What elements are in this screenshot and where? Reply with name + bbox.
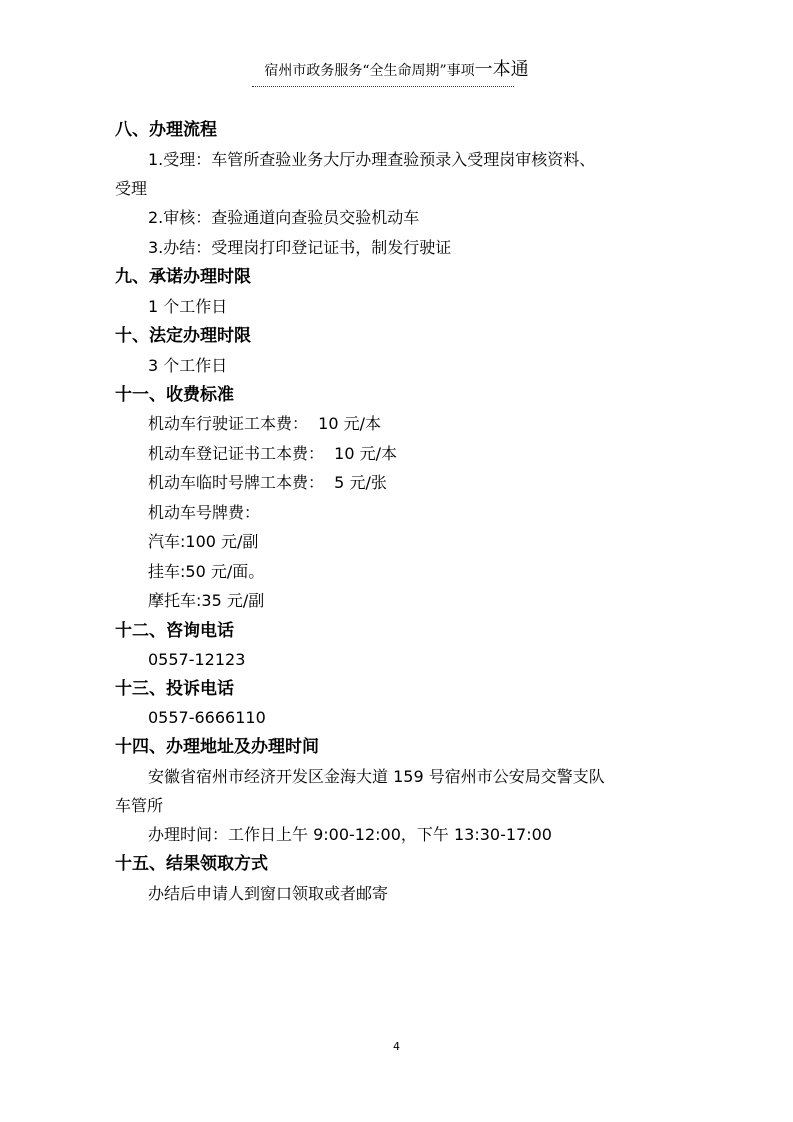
- section-9-heading: 九、承诺办理时限: [115, 267, 251, 287]
- section-10-heading: 十、法定办理时限: [115, 326, 251, 346]
- office-address-cont: 车管所: [115, 796, 164, 815]
- fee-item-temp-plate: 机动车临时号牌工本费： 5 元/张: [148, 473, 387, 492]
- legal-time-value: 3 个工作日: [148, 356, 228, 375]
- office-hours: 办理时间：工作日上午 9:00-12:00，下午 13:30-17:00: [148, 825, 552, 844]
- header-title-suffix: 一本通: [474, 59, 529, 80]
- fee-item-motorcycle: 摩托车:35 元/副: [148, 591, 265, 610]
- section-11-heading: 十一、收费标准: [115, 385, 234, 405]
- header-divider: [252, 86, 514, 87]
- process-step-1: 1.受理：车管所查验业务大厅办理查验预录入受理岗审核资料、: [148, 150, 596, 169]
- fee-item-registration: 机动车登记证书工本费： 10 元/本: [148, 444, 398, 463]
- process-step-2: 2.审核：查验通道向查验员交验机动车: [148, 208, 420, 227]
- section-13-heading: 十三、投诉电话: [115, 679, 234, 699]
- complaint-phone: 0557-6666110: [148, 708, 266, 727]
- fee-item-license: 机动车行驶证工本费： 10 元/本: [148, 414, 382, 433]
- fee-item-plate-label: 机动车号牌费：: [148, 503, 261, 522]
- process-step-1-cont: 受理: [115, 179, 148, 198]
- process-step-3: 3.办结：受理岗打印登记证书，制发行驶证: [148, 238, 452, 257]
- fee-item-car: 汽车:100 元/副: [148, 532, 259, 551]
- page-header: [0, 59, 793, 82]
- header-title: 宿州市政务服务“全生命周期”事项: [264, 63, 475, 79]
- office-address: 安徽省宿州市经济开发区金海大道 159 号宿州市公安局交警支队: [148, 767, 605, 786]
- section-12-heading: 十二、咨询电话: [115, 621, 234, 641]
- fee-item-trailer: 挂车:50 元/面。: [148, 562, 265, 581]
- result-collection: 办结后申请人到窗口领取或者邮寄: [148, 884, 389, 903]
- page-number: 4: [393, 1040, 400, 1053]
- section-8-heading: 八、办理流程: [115, 120, 217, 140]
- section-14-heading: 十四、办理地址及办理时间: [115, 737, 319, 757]
- consult-phone: 0557-12123: [148, 650, 246, 669]
- promised-time-value: 1 个工作日: [148, 297, 228, 316]
- section-15-heading: 十五、结果领取方式: [115, 854, 268, 874]
